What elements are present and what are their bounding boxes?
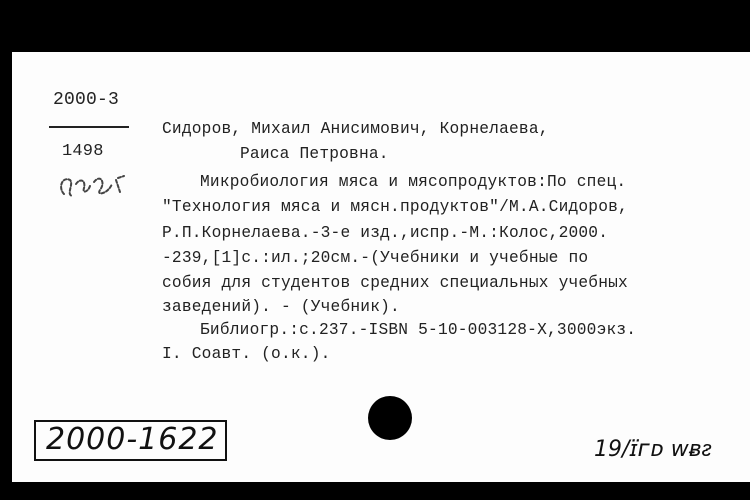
extent-line: -239,[1]с.:ил.;20см.-(Учебники и учебные по [162, 249, 589, 267]
handwritten-initials-mark [56, 164, 136, 204]
call-number-divider [49, 126, 129, 128]
author-line-continued: Раиса Петровна. [240, 145, 389, 163]
catalog-card [12, 52, 750, 482]
notes-line: Библиогр.:с.237.-ISBN 5-10-003128-Х,3000экз. [200, 321, 637, 339]
punch-hole [368, 396, 412, 440]
handwritten-accession-number [34, 420, 227, 461]
series-line: собия для студентов средних специальных учебных [162, 274, 628, 292]
handwritten-note: 19/ɪ̈ᴦᴅ ᴡᴃᴤ [594, 437, 712, 462]
call-number-bottom: 1498 [62, 142, 104, 161]
edition-line: Р.П.Корнелаева.-3-е изд.,испр.-М.:Колос,2000. [162, 224, 609, 242]
title-line-continued: "Технология мяса и мясн.продуктов"/М.А.Сидоров, [162, 198, 628, 216]
coauthor-line: I. Соавт. (о.к.). [162, 345, 331, 363]
author-line: Сидоров, Михаил Анисимович, Корнелаева, [162, 120, 549, 138]
call-number-top: 2000-3 [53, 90, 120, 110]
title-line: Микробиология мяса и мясопродуктов:По спец. [200, 173, 627, 191]
series-line-continued: заведений). - (Учебник). [162, 298, 400, 316]
handwritten-number-box: 2000-1622 [34, 420, 227, 461]
